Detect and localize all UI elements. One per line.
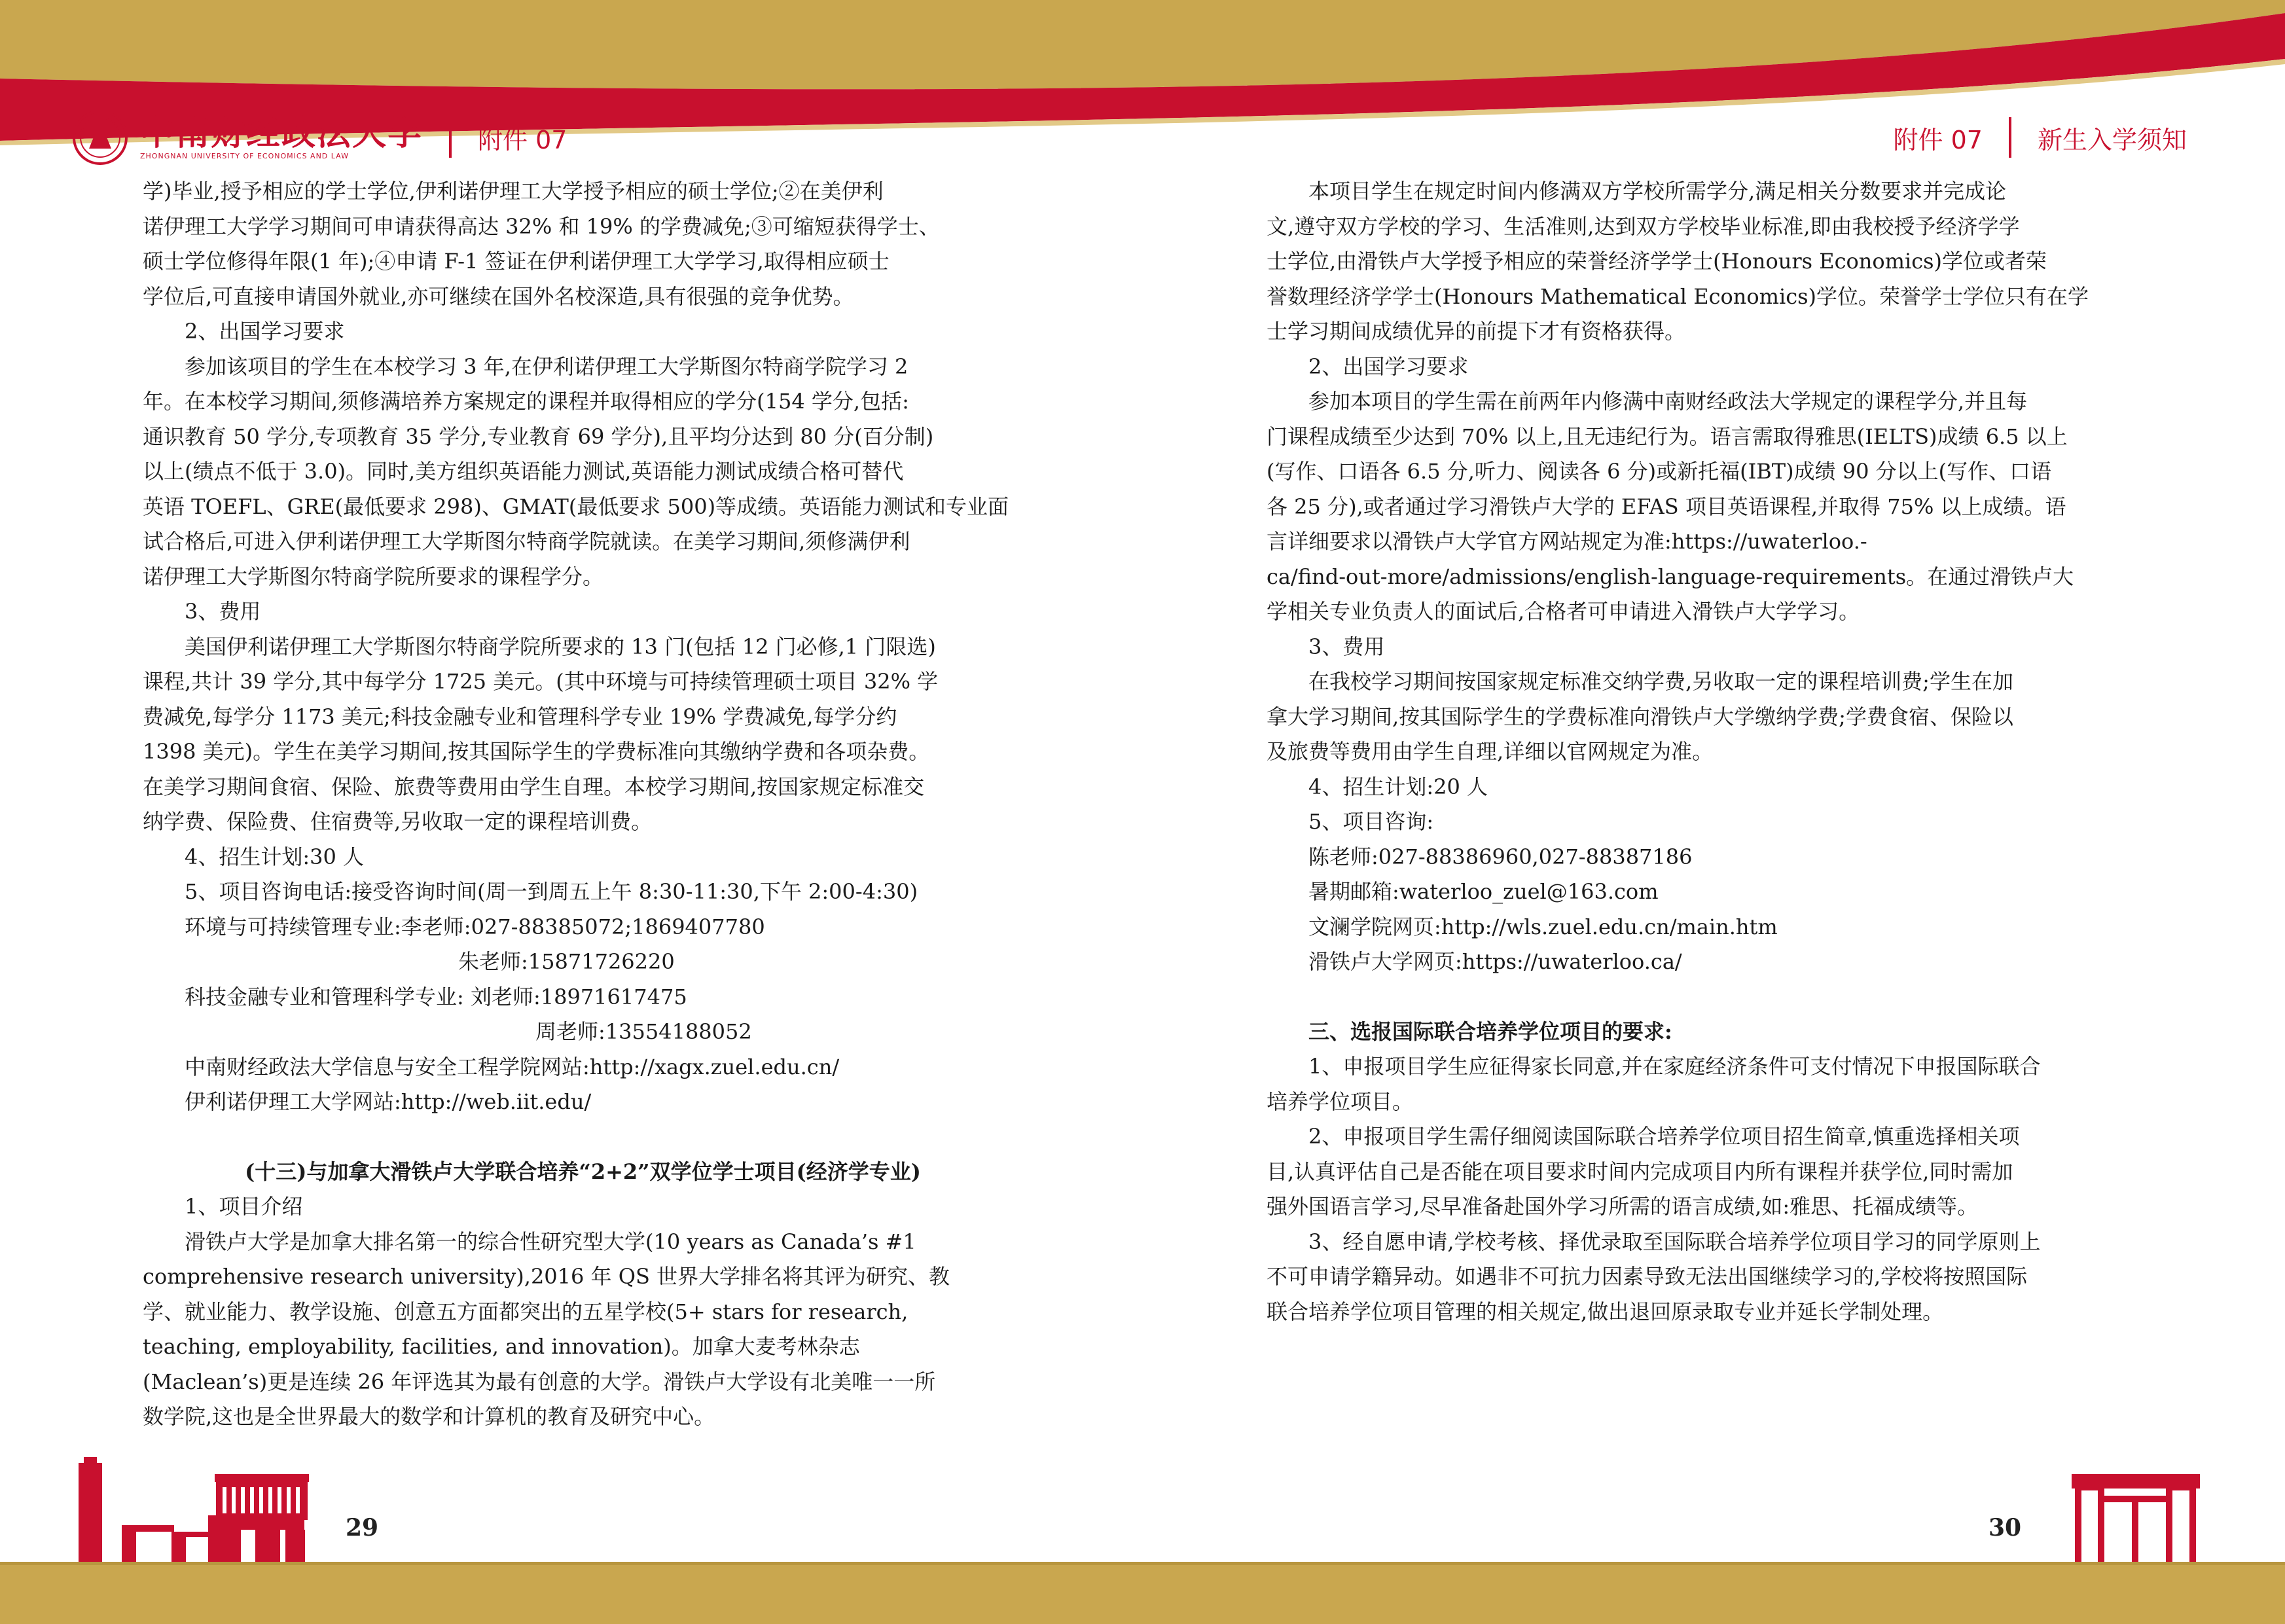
text-line [143, 1120, 1023, 1155]
text-line: 及旅费等费用由学生自理,详细以官网规定为准。 [1267, 739, 1714, 764]
header-attachment-label: 附件 07 [478, 125, 567, 154]
text-line: 伊利诺伊理工大学网站:http://web.iit.edu/ [185, 1089, 592, 1114]
text-line: 滑铁卢大学网页:https://uwaterloo.ca/ [1308, 949, 1682, 974]
text-line: 课程,共计 39 学分,其中每学分 1725 美元。(其中环境与可持续管理硕士项目 32% 学 [143, 669, 939, 694]
text-line: 2、出国学习要求 [185, 319, 345, 344]
text-line: 诺伊理工大学学习期间可申请获得高达 32% 和 19% 的学费减免;③可缩短获得学士、 [143, 213, 940, 239]
text-line: 拿大学习期间,按其国际学生的学费标准向滑铁卢大学缴纳学费;学费食宿、保险以 [1267, 704, 2013, 729]
left-page-body [143, 174, 1023, 1435]
text-line: 在美学习期间食宿、保险、旅费等费用由学生自理。本校学习期间,按国家规定标准交 [143, 774, 925, 799]
text-line: 士学习期间成绩优异的前提下才有资格获得。 [1267, 319, 1686, 344]
text-line: 环境与可持续管理专业:李老师:027-88385072;1869407780 [185, 914, 765, 939]
header-section-title: 新生入学须知 [2037, 125, 2187, 154]
text-line: 本项目学生在规定时间内修满双方学校所需学分,满足相关分数要求并完成论 [1308, 179, 2007, 204]
text-line: 学位后,可直接申请国外就业,亦可继续在国外名校深造,具有很强的竞争优势。 [143, 283, 854, 309]
text-line: teaching, employability, facilities, and innovation)。加拿大麦考林杂志 [143, 1334, 860, 1359]
text-line: 参加本项目的学生需在前两年内修满中南财经政法大学规定的课程学分,并且每 [1308, 389, 2028, 414]
text-line: comprehensive research university),2016 年 QS 世界大学排名将其评为研究、教 [143, 1264, 950, 1289]
text-line: 文,遵守双方学校的学习、生活准则,达到双方学校毕业标准,即由我校授予经济学学 [1267, 213, 2020, 239]
text-line: 誉数理经济学学士(Honours Mathematical Economics)学位。荣誉学士学位只有在学 [1267, 283, 2089, 309]
text-line: 三、选报国际联合培养学位项目的要求: [1308, 1019, 1672, 1044]
text-line: 目,认真评估自己是否能在项目要求时间内完成项目内所有课程并获学位,同时需加 [1267, 1159, 2013, 1184]
text-line: 强外国语言学习,尽早准备赴国外学习所需的语言成绩,如:雅思、托福成绩等。 [1267, 1194, 1979, 1219]
text-line: 5、项目咨询: [1308, 809, 1434, 834]
header-right [1894, 111, 2187, 164]
header-left [72, 111, 567, 164]
text-line: 不可申请学籍异动。如遇非不可抗力因素导致无法出国继续学习的,学校将按照国际 [1267, 1264, 2028, 1289]
university-logo [140, 115, 423, 160]
university-seal-icon [72, 109, 128, 166]
text-line: 各 25 分),或者通过学习滑铁卢大学的 EFAS 项目英语课程,并取得 75% 以上成绩。语 [1267, 494, 2066, 519]
text-line: 3、费用 [1308, 634, 1385, 659]
text-line: 3、费用 [185, 599, 261, 624]
text-line: 英语 TOEFL、GRE(最低要求 298)、GMAT(最低要求 500)等成绩。英语能力测试和专业面 [143, 494, 1009, 519]
text-line: 中南财经政法大学信息与安全工程学院网站:http://xagx.zuel.edu.cn/ [185, 1054, 840, 1079]
text-line: (写作、口语各 6.5 分,听力、阅读各 6 分)或新托福(IBT)成绩 90 分以上(写作、口语 [1267, 459, 2052, 484]
text-line: (Maclean’s)更是连续 26 年评选其为最有创意的大学。滑铁卢大学设有北美唯一一所 [143, 1369, 936, 1394]
text-line: 朱老师:15871726220 [458, 949, 675, 974]
header-separator [449, 117, 452, 158]
text-line: 2、出国学习要求 [1308, 353, 1469, 379]
text-line: 士学位,由滑铁卢大学授予相应的荣誉经济学学士(Honours Economics)学位或者荣 [1267, 249, 2047, 274]
text-line: 文澜学院网页:http://wls.zuel.edu.cn/main.htm [1308, 914, 1778, 939]
text-line: 周老师:13554188052 [535, 1019, 752, 1044]
text-line: 硕士学位修得年限(1 年);④申请 F-1 签证在伊利诺伊理工大学学习,取得相应硕士 [143, 249, 890, 274]
text-line: 1398 美元)。学生在美学习期间,按其国际学生的学费标准向其缴纳学费和各项杂费。 [143, 739, 930, 764]
text-line: 参加该项目的学生在本校学习 3 年,在伊利诺伊理工大学斯图尔特商学院学习 2 [185, 353, 909, 379]
text-line: 4、招生计划:20 人 [1308, 774, 1488, 799]
campus-building-illustration-left [79, 1457, 309, 1562]
text-line: 言详细要求以滑铁卢大学官方网站规定为准:https://uwaterloo.- [1267, 529, 1867, 554]
text-line: 纳学费、保险费、住宿费等,另收取一定的课程培训费。 [143, 809, 653, 834]
header-attachment-label-right: 附件 07 [1893, 125, 1983, 154]
right-page-body [1267, 174, 2147, 1329]
text-line: 科技金融专业和管理科学专业: 刘老师:18971617475 [185, 984, 687, 1009]
text-line: 诺伊理工大学斯图尔特商学院所要求的课程学分。 [143, 564, 604, 589]
text-line: 费减免,每学分 1173 美元;科技金融专业和管理科学专业 19% 学费减免,每学分约 [143, 704, 897, 729]
text-line: 1、项目介绍 [185, 1194, 303, 1219]
text-line: ca/find-out-more/admissions/english-language-requirements。在通过滑铁卢大 [1267, 564, 2074, 589]
text-line: 3、经自愿申请,学校考核、择优录取至国际联合培养学位项目学习的同学原则上 [1308, 1229, 2041, 1254]
text-line [1267, 980, 2147, 1015]
text-line: 2、申报项目学生需仔细阅读国际联合培养学位项目招生简章,慎重选择相关项 [1308, 1124, 2020, 1149]
logo-chinese-name: 中南财经政法大学 [140, 113, 423, 153]
text-line: 培养学位项目。 [1267, 1089, 1414, 1114]
logo-english-name: ZHONGNAN UNIVERSITY OF ECONOMICS AND LAW [140, 151, 349, 160]
text-line: 5、项目咨询电话:接受咨询时间(周一到周五上午 8:30-11:30,下午 2:00-4:30) [185, 879, 918, 904]
text-line: 滑铁卢大学是加拿大排名第一的综合性研究型大学(10 years as Canada’s #1 [185, 1229, 916, 1254]
text-line: 联合培养学位项目管理的相关规定,做出退回原录取专业并延长学制处理。 [1267, 1299, 1944, 1324]
text-line: 陈老师:027-88386960,027-88387186 [1308, 844, 1693, 869]
text-line: 在我校学习期间按国家规定标准交纳学费,另收取一定的课程培训费;学生在加 [1308, 669, 2013, 694]
text-line: 学、就业能力、教学设施、创意五方面都突出的五星学校(5+ stars for research, [143, 1299, 909, 1324]
campus-gate-illustration-right [2078, 1487, 2193, 1562]
text-line: 试合格后,可进入伊利诺伊理工大学斯图尔特商学院就读。在美学习期间,须修满伊利 [143, 529, 910, 554]
text-line: 以上(绩点不低于 3.0)。同时,美方组织英语能力测试,英语能力测试成绩合格可替代 [143, 459, 904, 484]
page-number-right: 30 [1988, 1514, 2022, 1542]
text-line: 数学院,这也是全世界最大的数学和计算机的教育及研究中心。 [143, 1404, 715, 1429]
header-separator-right [2009, 117, 2011, 158]
text-line: 通识教育 50 学分,专项教育 35 学分,专业教育 69 学分),且平均分达到 80 分(百分制) [143, 424, 934, 449]
text-line: 1、申报项目学生应征得家长同意,并在家庭经济条件可支付情况下申报国际联合 [1308, 1054, 2041, 1079]
text-line: 暑期邮箱:waterloo_zuel@163.com [1308, 879, 1659, 904]
text-line: 学)毕业,授予相应的学士学位,伊利诺伊理工大学授予相应的硕士学位;②在美伊利 [143, 179, 884, 204]
text-line: 4、招生计划:30 人 [185, 844, 365, 869]
text-line: 年。在本校学习期间,须修满培养方案规定的课程并取得相应的学分(154 学分,包括: [143, 389, 909, 414]
text-line: 门课程成绩至少达到 70% 以上,且无违纪行为。语言需取得雅思(IELTS)成绩 6.5 以上 [1267, 424, 2068, 449]
bottom-gold-band [0, 1565, 2285, 1624]
page-number-left: 29 [346, 1514, 379, 1542]
text-line: 学相关专业负责人的面试后,合格者可申请进入滑铁卢大学学习。 [1267, 599, 1860, 624]
text-line: (十三)与加拿大滑铁卢大学联合培养“2+2”双学位学士项目(经济学专业) [245, 1159, 921, 1184]
text-line: 美国伊利诺伊理工大学斯图尔特商学院所要求的 13 门(包括 12 门必修,1 门限选) [185, 634, 936, 659]
